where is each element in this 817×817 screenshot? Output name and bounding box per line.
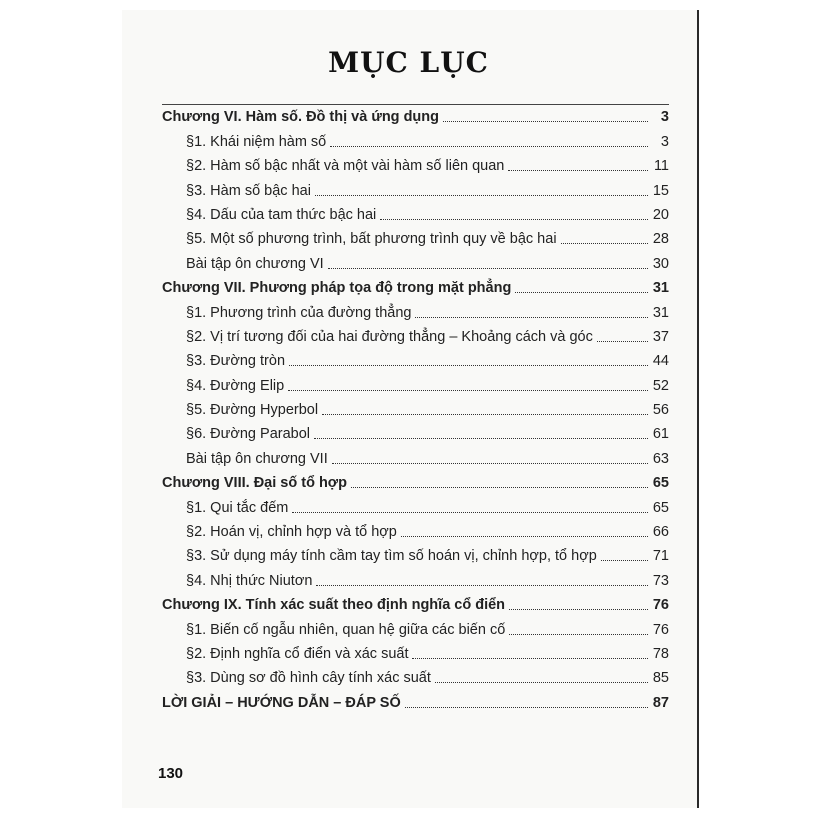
toc-entry-page: 71 bbox=[652, 548, 669, 565]
toc-entry-page: 63 bbox=[652, 450, 669, 467]
toc-chapter-row bbox=[162, 275, 669, 299]
toc-entry-page: 76 bbox=[652, 597, 669, 614]
toc-entry-page: 15 bbox=[652, 182, 669, 199]
toc-entry-page: 76 bbox=[652, 621, 669, 638]
toc-entry-label: Chương VIII. Đại số tổ hợp bbox=[162, 475, 347, 492]
toc-entry-label: §1. Khái niệm hàm số bbox=[186, 133, 327, 150]
toc-entry-label: §5. Một số phương trình, bất phương trình quy về bậc hai bbox=[186, 231, 557, 248]
toc-entry-label: Bài tập ôn chương VII bbox=[186, 450, 328, 467]
toc-entry-page: 52 bbox=[652, 377, 669, 394]
toc-entry-label: §5. Đường Hyperbol bbox=[186, 402, 319, 419]
dot-leader bbox=[435, 681, 648, 683]
dot-leader bbox=[322, 413, 648, 415]
toc-section-row bbox=[162, 226, 669, 250]
toc-section-row bbox=[162, 616, 669, 640]
toc-entry-page: 31 bbox=[652, 280, 669, 297]
dot-leader bbox=[601, 559, 648, 561]
dot-leader bbox=[330, 145, 648, 147]
toc-entry-label: §3. Đường tròn bbox=[186, 353, 286, 370]
dot-leader bbox=[315, 194, 648, 196]
toc-entry-page: 65 bbox=[652, 475, 669, 492]
toc-entry-page: 11 bbox=[653, 158, 669, 175]
toc-entry-page: 30 bbox=[652, 255, 669, 272]
dot-leader bbox=[509, 608, 648, 610]
toc-entry-label: §4. Dấu của tam thức bậc hai bbox=[186, 206, 377, 223]
dot-leader bbox=[288, 389, 648, 391]
dot-leader bbox=[351, 486, 648, 488]
table-of-contents bbox=[162, 104, 669, 714]
toc-entry-label: §6. Đường Parabol bbox=[186, 426, 311, 443]
toc-section-row bbox=[162, 543, 669, 567]
toc-section-row bbox=[162, 567, 669, 591]
dot-leader bbox=[289, 364, 648, 366]
toc-section-row bbox=[162, 665, 669, 689]
toc-section-row bbox=[162, 153, 669, 177]
toc-entry-page: 3 bbox=[660, 133, 669, 150]
dot-leader bbox=[509, 633, 648, 635]
toc-exercise-row bbox=[162, 250, 669, 274]
dot-leader bbox=[415, 316, 648, 318]
toc-section-row bbox=[162, 372, 669, 396]
toc-entry-page: 20 bbox=[652, 206, 669, 223]
toc-entry-label: §1. Qui tắc đếm bbox=[186, 499, 289, 516]
toc-entry-label: §3. Sử dụng máy tính cầm tay tìm số hoán vị, chỉnh hợp, tổ hợp bbox=[186, 548, 597, 565]
toc-entry-label: §2. Định nghĩa cổ điển và xác suất bbox=[186, 645, 409, 662]
toc-entry-page: 78 bbox=[652, 645, 669, 662]
toc-entry-page: 37 bbox=[652, 328, 669, 345]
toc-entry-page: 3 bbox=[660, 109, 669, 126]
dot-leader bbox=[316, 584, 648, 586]
dot-leader bbox=[332, 462, 648, 464]
dot-leader bbox=[328, 267, 648, 269]
toc-entry-page: 85 bbox=[652, 670, 669, 687]
toc-chapter-row bbox=[162, 592, 669, 616]
toc-section-row bbox=[162, 348, 669, 372]
toc-entry-page: 65 bbox=[652, 499, 669, 516]
toc-entry-page: 56 bbox=[652, 402, 669, 419]
toc-entry-label: LỜI GIẢI – HƯỚNG DẪN – ĐÁP SỐ bbox=[162, 694, 401, 711]
dot-leader bbox=[412, 657, 648, 659]
dot-leader bbox=[597, 340, 648, 342]
dot-leader bbox=[401, 535, 648, 537]
dot-leader bbox=[515, 291, 648, 293]
toc-chapter-row bbox=[162, 470, 669, 494]
page-number: 130 bbox=[158, 765, 184, 782]
toc-section-row bbox=[162, 421, 669, 445]
toc-entry-page: 31 bbox=[652, 304, 669, 321]
toc-entry-page: 28 bbox=[652, 231, 669, 248]
toc-section-row bbox=[162, 519, 669, 543]
toc-section-row bbox=[162, 324, 669, 348]
toc-entry-page: 66 bbox=[652, 524, 669, 541]
toc-section-row bbox=[162, 397, 669, 421]
dot-leader bbox=[443, 120, 648, 122]
toc-entry-label: §2. Vị trí tương đối của hai đường thẳng – Khoảng cách và góc bbox=[186, 328, 593, 345]
toc-entry-label: §3. Hàm số bậc hai bbox=[186, 182, 311, 199]
toc-chapter-row bbox=[162, 104, 669, 128]
toc-section-row bbox=[162, 128, 669, 152]
dot-leader bbox=[405, 706, 648, 708]
toc-entry-label: §2. Hoán vị, chỉnh hợp và tổ hợp bbox=[186, 524, 397, 541]
toc-entry-label: §4. Đường Elip bbox=[186, 377, 285, 394]
dot-leader bbox=[561, 242, 648, 244]
toc-entry-label: §1. Phương trình của đường thẳng bbox=[186, 304, 412, 321]
toc-chapter-row bbox=[162, 689, 669, 713]
dot-leader bbox=[380, 218, 648, 220]
toc-entry-page: 87 bbox=[652, 694, 669, 711]
dot-leader bbox=[292, 511, 648, 513]
toc-entry-page: 61 bbox=[652, 426, 669, 443]
dot-leader bbox=[508, 169, 648, 171]
toc-entry-label: Bài tập ôn chương VI bbox=[186, 255, 324, 272]
toc-entry-label: §1. Biến cố ngẫu nhiên, quan hệ giữa các biến cố bbox=[186, 621, 506, 638]
toc-section-row bbox=[162, 494, 669, 518]
toc-entry-label: §2. Hàm số bậc nhất và một vài hàm số liên quan bbox=[186, 158, 505, 175]
toc-section-row bbox=[162, 202, 669, 226]
toc-entry-page: 44 bbox=[652, 353, 669, 370]
toc-section-row bbox=[162, 299, 669, 323]
toc-entry-label: Chương IX. Tính xác suất theo định nghĩa cổ điển bbox=[162, 597, 506, 614]
toc-entry-label: Chương VII. Phương pháp tọa độ trong mặt phẳng bbox=[162, 280, 512, 297]
toc-entry-label: Chương VI. Hàm số. Đồ thị và ứng dụng bbox=[162, 109, 440, 126]
toc-section-row bbox=[162, 641, 669, 665]
page-title: MỤC LỤC bbox=[328, 46, 489, 79]
toc-exercise-row bbox=[162, 445, 669, 469]
toc-section-row bbox=[162, 177, 669, 201]
toc-entry-page: 73 bbox=[652, 572, 669, 589]
dot-leader bbox=[314, 437, 648, 439]
toc-entry-label: §3. Dùng sơ đồ hình cây tính xác suất bbox=[186, 670, 431, 687]
toc-entry-label: §4. Nhị thức Niutơn bbox=[186, 572, 313, 589]
